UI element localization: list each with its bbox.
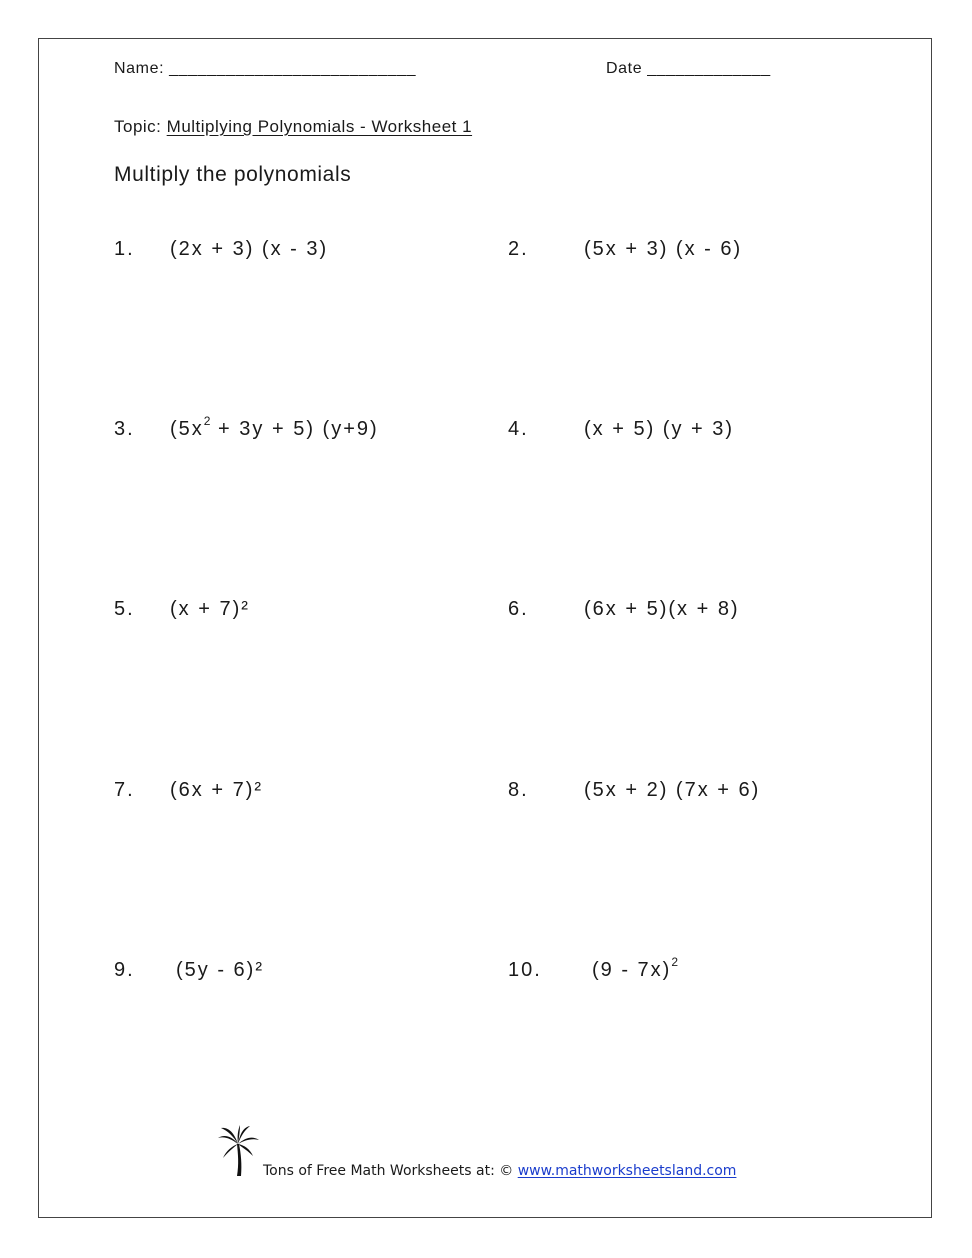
expr-part: (9 - 7x) [592, 959, 672, 981]
problem-number: 6. [508, 598, 529, 620]
problem-5 [114, 598, 250, 621]
problem-2 [508, 238, 743, 261]
name-line: __________________________ [169, 60, 417, 77]
expr-part: (5x [170, 418, 204, 440]
expr-part: + 3y + 5) (y+9) [210, 418, 379, 440]
exponent: 2 [203, 414, 211, 428]
problem-number: 3. [114, 418, 135, 440]
problem-number: 1. [114, 238, 135, 260]
name-label: Name: [114, 60, 165, 77]
problem-number: 9. [114, 959, 135, 981]
problem-8 [508, 779, 761, 802]
problem-expression [592, 955, 679, 982]
worksheet-border [38, 38, 932, 1218]
problem-expression [170, 414, 379, 441]
problem-expression: (5x + 2) (7x + 6) [584, 779, 761, 801]
problem-expression: (x + 5) (y + 3) [584, 418, 735, 440]
topic-line [114, 117, 472, 137]
problem-7 [114, 779, 264, 802]
date-field [606, 60, 771, 78]
instructions: Multiply the polynomials [114, 163, 352, 186]
topic-label: Topic: [114, 117, 162, 136]
footer-text [263, 1163, 736, 1179]
problem-number: 10. [508, 959, 542, 981]
date-line: _____________ [647, 60, 771, 77]
problem-expression: (6x + 7)² [170, 779, 264, 801]
problem-expression: (2x + 3) (x - 3) [170, 238, 329, 260]
exponent: 2 [671, 955, 679, 969]
problem-number: 8. [508, 779, 529, 801]
problem-expression: (5y - 6)² [176, 959, 264, 981]
problem-expression: (x + 7)² [170, 598, 250, 620]
problem-9 [114, 959, 264, 982]
problem-3 [114, 414, 379, 441]
footer-link[interactable]: www.mathworksheetsland.com [517, 1163, 737, 1179]
date-label: Date [606, 60, 643, 77]
problem-number: 5. [114, 598, 135, 620]
problem-number: 4. [508, 418, 529, 440]
problem-10 [508, 955, 679, 982]
palm-tree-icon [216, 1124, 260, 1178]
name-field [114, 60, 416, 78]
problem-expression: (5x + 3) (x - 6) [584, 238, 743, 260]
topic-value: Multiplying Polynomials - Worksheet 1 [166, 117, 473, 136]
problem-6 [508, 598, 740, 621]
problem-expression: (6x + 5)(x + 8) [584, 598, 740, 620]
footer [216, 1124, 816, 1184]
problem-number: 7. [114, 779, 135, 801]
footer-caption: Tons of Free Math Worksheets at: © [263, 1163, 518, 1179]
problem-number: 2. [508, 238, 529, 260]
problem-4 [508, 418, 735, 441]
problem-1 [114, 238, 329, 261]
